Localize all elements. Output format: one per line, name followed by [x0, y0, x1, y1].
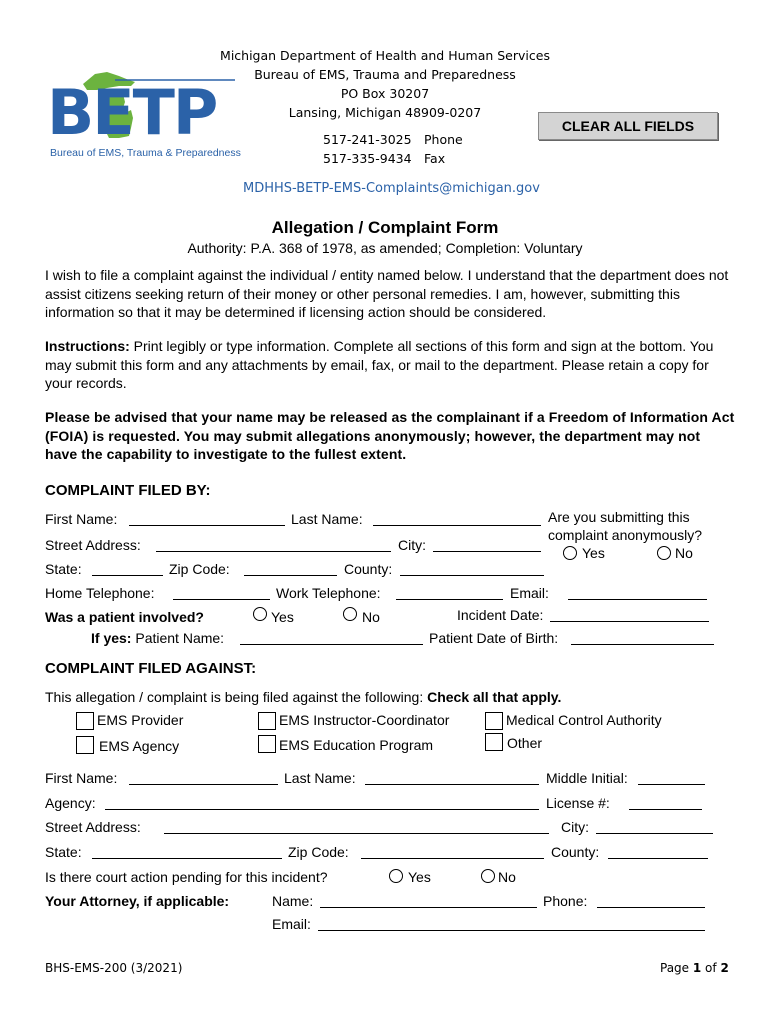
anon-yes-radio[interactable] [563, 546, 577, 560]
attorney-phone-label: Phone: [543, 893, 588, 909]
home-telephone-field[interactable] [173, 599, 270, 600]
street-address-field[interactable] [156, 551, 391, 552]
city-label: City: [398, 537, 426, 553]
other-checkbox[interactable] [485, 733, 503, 751]
form-id: BHS-EMS-200 (3/2021) [45, 961, 183, 975]
ems-education-checkbox[interactable] [258, 735, 276, 753]
instructions-text: Print legibly or type information. Complete all sections of this form and sign at the bottom. You may submit this form and any attachments by email, fax, or mail to the department. Please retain a copy for your records. [45, 338, 714, 391]
filed-against-intro [45, 689, 561, 705]
court-no-label: No [498, 869, 516, 885]
page-number [660, 961, 729, 975]
against-zip-label: Zip Code: [288, 844, 349, 860]
anon-no-radio[interactable] [657, 546, 671, 560]
zip-code-label: Zip Code: [169, 561, 230, 577]
email-label: Email: [510, 585, 549, 601]
against-street-field[interactable] [164, 833, 549, 834]
work-telephone-field[interactable] [396, 599, 503, 600]
county-field[interactable] [400, 575, 544, 576]
medical-control-label: Medical Control Authority [506, 712, 662, 728]
license-label: License #: [546, 795, 610, 811]
fax-number: 517-335-9434 [323, 151, 412, 166]
city-field[interactable] [433, 551, 541, 552]
patient-name-text: Patient Name: [131, 630, 225, 646]
middle-initial-field[interactable] [638, 784, 705, 785]
first-name-label: First Name: [45, 511, 118, 527]
last-name-field[interactable] [373, 525, 541, 526]
against-street-label: Street Address: [45, 819, 141, 835]
logo-caption: Bureau of EMS, Trauma & Preparedness [50, 147, 241, 159]
other-label: Other [507, 735, 543, 751]
ems-education-label: EMS Education Program [279, 737, 434, 753]
address-line: Michigan Department of Health and Human Services [220, 48, 550, 63]
against-state-field[interactable] [92, 858, 282, 859]
zip-code-field[interactable] [244, 575, 337, 576]
instructions-paragraph [45, 337, 735, 393]
incident-date-field[interactable] [550, 621, 709, 622]
attorney-name-field[interactable] [320, 907, 537, 908]
against-last-name-label: Last Name: [284, 770, 356, 786]
state-field[interactable] [92, 575, 163, 576]
filed-by-heading: COMPLAINT FILED BY: [45, 482, 211, 499]
ems-instructor-checkbox[interactable] [258, 712, 276, 730]
page-word: Page [660, 961, 693, 975]
fax-label: Fax [424, 151, 446, 166]
against-city-field[interactable] [596, 833, 713, 834]
court-yes-label: Yes [408, 869, 431, 885]
address-line: PO Box 30207 [340, 86, 430, 101]
against-state-label: State: [45, 844, 82, 860]
patient-no-label: No [362, 609, 380, 625]
attorney-phone-field[interactable] [597, 907, 705, 908]
county-label: County: [344, 561, 393, 577]
instructions-label: Instructions: [45, 338, 130, 354]
page-current: 1 [692, 961, 702, 975]
address-line: Lansing, Michigan 48909-0207 [288, 105, 482, 120]
street-address-label: Street Address: [45, 537, 141, 553]
patient-name-label [91, 630, 224, 646]
court-no-radio[interactable] [481, 869, 495, 883]
form-authority: Authority: P.A. 368 of 1978, as amended; Completion: Voluntary [187, 240, 583, 256]
ems-agency-label: EMS Agency [99, 738, 180, 754]
agency-field[interactable] [105, 809, 539, 810]
email-field[interactable] [568, 599, 707, 600]
against-county-field[interactable] [608, 858, 708, 859]
medical-control-checkbox[interactable] [485, 712, 503, 730]
attorney-email-label: Email: [272, 916, 311, 932]
logo-text: BETP [47, 76, 217, 149]
phone-number: 517-241-3025 [323, 132, 412, 147]
patient-yes-radio[interactable] [253, 607, 267, 621]
patient-dob-label: Patient Date of Birth: [429, 630, 559, 646]
court-action-label: Is there court action pending for this incident? [45, 869, 328, 885]
if-yes-label: If yes: [91, 630, 132, 646]
first-name-field[interactable] [129, 525, 285, 526]
attorney-label: Your Attorney, if applicable: [45, 893, 230, 909]
patient-involved-label: Was a patient involved? [45, 609, 204, 625]
filed-against-heading: COMPLAINT FILED AGAINST: [45, 660, 257, 677]
middle-initial-label: Middle Initial: [546, 770, 628, 786]
check-all-label: Check all that apply. [427, 689, 562, 705]
against-zip-field[interactable] [361, 858, 544, 859]
ems-provider-label: EMS Provider [97, 712, 184, 728]
incident-date-label: Incident Date: [457, 607, 544, 623]
ems-provider-checkbox[interactable] [76, 712, 94, 730]
agency-label: Agency: [45, 795, 96, 811]
ems-agency-checkbox[interactable] [76, 736, 94, 754]
attorney-email-field[interactable] [318, 930, 705, 931]
complaint-email-link[interactable]: MDHHS-BETP-EMS-Complaints@michigan.gov [243, 181, 540, 196]
page-of: of [701, 961, 721, 975]
against-city-label: City: [561, 819, 589, 835]
license-field[interactable] [629, 809, 702, 810]
patient-dob-field[interactable] [571, 644, 714, 645]
court-yes-radio[interactable] [389, 869, 403, 883]
page-total: 2 [720, 961, 729, 975]
filed-against-intro-text: This allegation / complaint is being filed against the following: [45, 689, 428, 705]
work-telephone-label: Work Telephone: [276, 585, 381, 601]
patient-name-field[interactable] [240, 644, 423, 645]
last-name-label: Last Name: [291, 511, 363, 527]
anon-question-line1: Are you submitting this [548, 509, 690, 525]
against-first-name-field[interactable] [129, 784, 278, 785]
phone-label: Phone [424, 132, 463, 147]
attorney-name-label: Name: [272, 893, 314, 909]
patient-yes-label: Yes [271, 609, 294, 625]
anon-question-line2: complaint anonymously? [548, 527, 703, 543]
form-title: Allegation / Complaint Form [271, 218, 499, 237]
against-last-name-field[interactable] [365, 784, 539, 785]
clear-all-fields-button[interactable]: CLEAR ALL FIELDS [538, 112, 718, 140]
anon-yes-label: Yes [582, 545, 605, 561]
ems-instructor-label: EMS Instructor-Coordinator [279, 712, 450, 728]
address-line: Bureau of EMS, Trauma and Preparedness [254, 67, 516, 82]
home-telephone-label: Home Telephone: [45, 585, 155, 601]
anon-no-label: No [675, 545, 693, 561]
against-first-name-label: First Name: [45, 770, 118, 786]
address-block [200, 46, 570, 122]
against-county-label: County: [551, 844, 600, 860]
patient-no-radio[interactable] [343, 607, 357, 621]
state-label: State: [45, 561, 82, 577]
foia-notice: Please be advised that your name may be released as the complainant if a Freedom of Information Act (FOIA) is requested. You may submit allegations anonymously; however, the department may not have the capability to investigate to the fullest extent. [45, 409, 735, 462]
intro-paragraph: I wish to file a complaint against the individual / entity named below. I understand that the department does not assist citizens seeking return of their money or other personal remedies. I am, however, submitting this information so that it may be determined if licensing action should be considered. [45, 267, 729, 320]
